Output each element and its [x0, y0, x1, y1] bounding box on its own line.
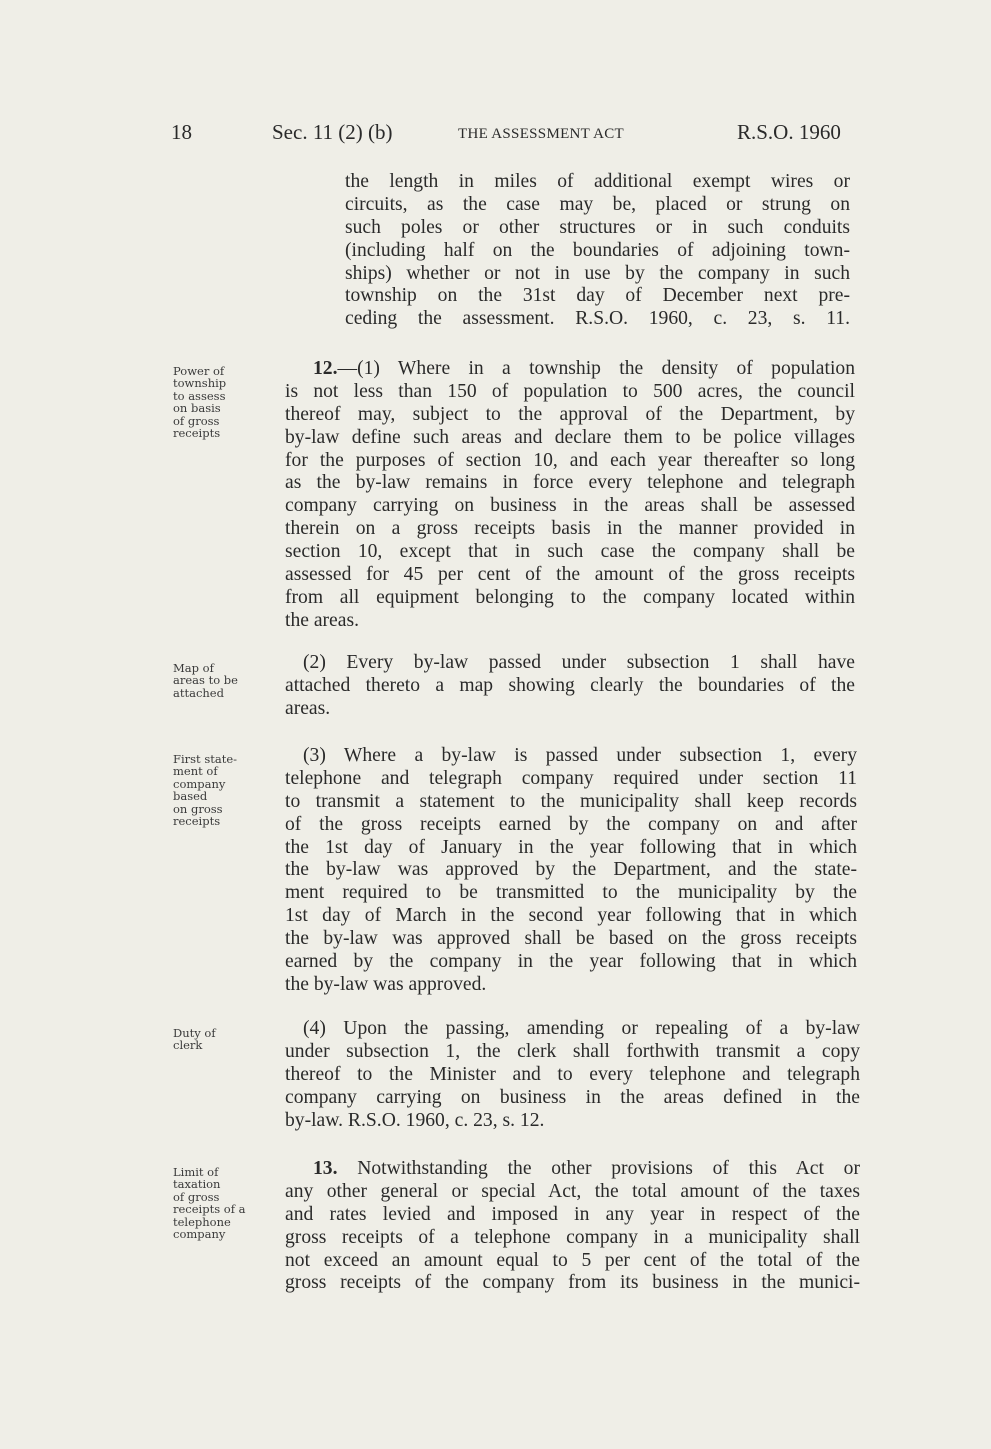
line-text: (3) Where a by-law is passed under subsection 1, every — [303, 745, 857, 766]
text-line — [285, 1087, 860, 1110]
text-line — [285, 928, 857, 951]
text-line — [285, 1110, 860, 1133]
line-text: the by-law was approved shall be based on the gross receipts — [285, 928, 857, 950]
margin-note-line: areas to be — [173, 673, 238, 688]
line-text: not exceed an amount equal to 5 per cent of the total of the — [285, 1249, 860, 1271]
margin-note-line: First state- — [173, 752, 238, 766]
text-line — [285, 1158, 860, 1181]
line-text: by-law define such areas and declare them to be police villages — [285, 426, 855, 448]
text-line — [345, 263, 850, 286]
line-text: section 10, except that in such case the company shall be — [285, 541, 855, 563]
line-text: areas. — [285, 697, 331, 719]
margin-note-line: clerk — [173, 1038, 203, 1053]
text-line — [345, 171, 850, 194]
line-text: Notwithstanding the other provisions of this Act or — [337, 1158, 860, 1179]
margin-note-line: to assess — [173, 388, 226, 403]
text-line — [285, 859, 857, 882]
text-line — [285, 472, 855, 495]
margin-note-line: company — [173, 776, 226, 791]
line-text: to transmit a statement to the municipality shall keep records — [285, 790, 857, 812]
text-line — [285, 404, 855, 427]
text-line — [285, 427, 855, 450]
text-line — [285, 791, 857, 814]
line-text: ceding the assessment. R.S.O. 1960, c. 23, s. 11. — [345, 308, 850, 330]
margin-note-line: based — [173, 789, 208, 804]
margin-note-line: on basis — [173, 401, 221, 416]
margin-note-line: Power of — [173, 364, 225, 378]
text-line — [285, 610, 855, 633]
line-text: is not less than 150 of population to 500 acres, the council — [285, 380, 855, 402]
margin-note-line: township — [173, 376, 227, 391]
text-line — [285, 1181, 860, 1204]
text-line — [345, 240, 850, 263]
line-text: earned by the company in the year following that in which — [285, 951, 857, 973]
margin-note-power-of-township — [173, 365, 226, 439]
line-text: such poles or other structures or in such conduits — [345, 216, 850, 238]
line-text: and rates levied and imposed in any year in respect of the — [285, 1203, 860, 1225]
line-text: 1st day of March in the second year following that in which — [285, 905, 857, 927]
line-text: gross receipts of the company from its business in the munici- — [285, 1272, 860, 1294]
edition-label: R.S.O. 1960 — [737, 120, 841, 144]
line-text: gross receipts of a telephone company in a municipality shall — [285, 1226, 860, 1248]
line-text: (including half on the boundaries of adjoining town- — [345, 239, 850, 261]
text-line — [285, 1250, 860, 1273]
section-12-subsection-2 — [285, 652, 855, 721]
text-line — [285, 1272, 860, 1295]
margin-note-line: attached — [173, 685, 224, 700]
section-12-subsection-1 — [285, 358, 855, 633]
line-text: ships) whether or not in use by the company in such — [345, 262, 850, 284]
line-text: attached thereto a map showing clearly the boundaries of the — [285, 674, 855, 696]
text-line — [285, 882, 857, 905]
margin-note-line: Limit of — [173, 1165, 219, 1179]
margin-note-line: of gross — [173, 1189, 220, 1204]
text-line — [345, 217, 850, 240]
text-line — [285, 1018, 860, 1041]
page-number: 18 — [171, 120, 192, 144]
text-line — [285, 745, 857, 768]
text-line — [285, 905, 857, 928]
line-text: under subsection 1, the clerk shall forthwith transmit a copy — [285, 1040, 860, 1062]
section-12-subsection-4 — [285, 1018, 860, 1132]
line-text: (4) Upon the passing, amending or repealing of a by-law — [303, 1018, 860, 1039]
margin-note-limit-of-taxation — [173, 1166, 245, 1240]
section-number: 13. — [313, 1158, 338, 1179]
section-12-subsection-3 — [285, 745, 857, 997]
text-line — [285, 1064, 860, 1087]
margin-note-line: receipts of a — [173, 1202, 246, 1217]
margin-note-line: company — [173, 1227, 226, 1242]
line-text: therein on a gross receipts basis in the manner provided in — [285, 518, 855, 540]
margin-note-line: taxation — [173, 1177, 221, 1192]
line-text: the 1st day of January in the year following that in which — [285, 836, 857, 858]
text-line — [285, 1227, 860, 1250]
margin-note-line: receipts — [173, 814, 221, 829]
line-text: company carrying on business in the areas defined in the — [285, 1086, 860, 1108]
line-text: circuits, as the case may be, placed or strung on — [345, 193, 850, 215]
text-line — [285, 495, 855, 518]
line-text: thereof may, subject to the approval of the Department, by — [285, 403, 855, 425]
line-text: company carrying on business in the areas shall be assessed — [285, 495, 855, 517]
text-line — [285, 698, 855, 721]
text-line — [345, 194, 850, 217]
section-13 — [285, 1158, 860, 1295]
margin-note-first-statement — [173, 753, 237, 827]
line-text: by-law. R.S.O. 1960, c. 23, s. 12. — [285, 1109, 545, 1131]
line-text: township on the 31st day of December next pre- — [345, 285, 850, 307]
line-text: telephone and telegraph company required under section 11 — [285, 767, 857, 789]
line-text: for the purposes of section 10, and each year thereafter so long — [285, 449, 855, 471]
margin-note-line: telephone — [173, 1214, 231, 1229]
text-line — [285, 564, 855, 587]
margin-note-line: receipts — [173, 426, 221, 441]
text-line — [285, 1204, 860, 1227]
text-line — [345, 285, 850, 308]
text-line — [285, 541, 855, 564]
text-line — [345, 308, 850, 331]
section-reference: Sec. 11 (2) (b) — [272, 120, 393, 144]
line-text: of the gross receipts earned by the company on and after — [285, 813, 857, 835]
line-text: the length in miles of additional exempt wires or — [345, 171, 850, 192]
margin-note-map-of-areas — [173, 662, 238, 699]
text-line — [285, 381, 855, 404]
line-text: thereof to the Minister and to every telephone and telegraph — [285, 1063, 860, 1085]
running-title: THE ASSESSMENT ACT — [458, 126, 624, 142]
text-line — [285, 1041, 860, 1064]
text-line — [285, 450, 855, 473]
text-line — [285, 587, 855, 610]
text-line — [285, 675, 855, 698]
text-line — [285, 837, 857, 860]
margin-note-line: Map of — [173, 661, 214, 675]
text-line — [285, 951, 857, 974]
line-text: as the by-law remains in force every telephone and telegraph — [285, 472, 855, 494]
line-text: (2) Every by-law passed under subsection 1 shall have — [303, 652, 855, 673]
text-line — [285, 652, 855, 675]
line-text: any other general or special Act, the total amount of the taxes — [285, 1180, 860, 1202]
text-line — [285, 358, 855, 381]
section-number: 12. — [313, 358, 338, 379]
text-line — [285, 518, 855, 541]
line-text: the by-law was approved by the Department, and the state- — [285, 859, 857, 881]
text-line — [285, 814, 857, 837]
text-line — [285, 974, 857, 997]
line-text: the areas. — [285, 609, 359, 631]
margin-note-line: on gross — [173, 801, 223, 816]
line-text: from all equipment belonging to the company located within — [285, 586, 855, 608]
paragraph-continuation — [345, 171, 850, 331]
margin-note-line: Duty of — [173, 1026, 216, 1040]
line-text: the by-law was approved. — [285, 973, 487, 995]
margin-note-duty-of-clerk — [173, 1027, 216, 1052]
margin-note-line: of gross — [173, 413, 220, 428]
line-text: ment required to be transmitted to the municipality by the — [285, 882, 857, 904]
line-text: —(1) Where in a township the density of population — [337, 358, 855, 379]
text-line — [285, 768, 857, 791]
line-text: assessed for 45 per cent of the amount of the gross receipts — [285, 564, 855, 586]
margin-note-line: ment of — [173, 764, 218, 779]
